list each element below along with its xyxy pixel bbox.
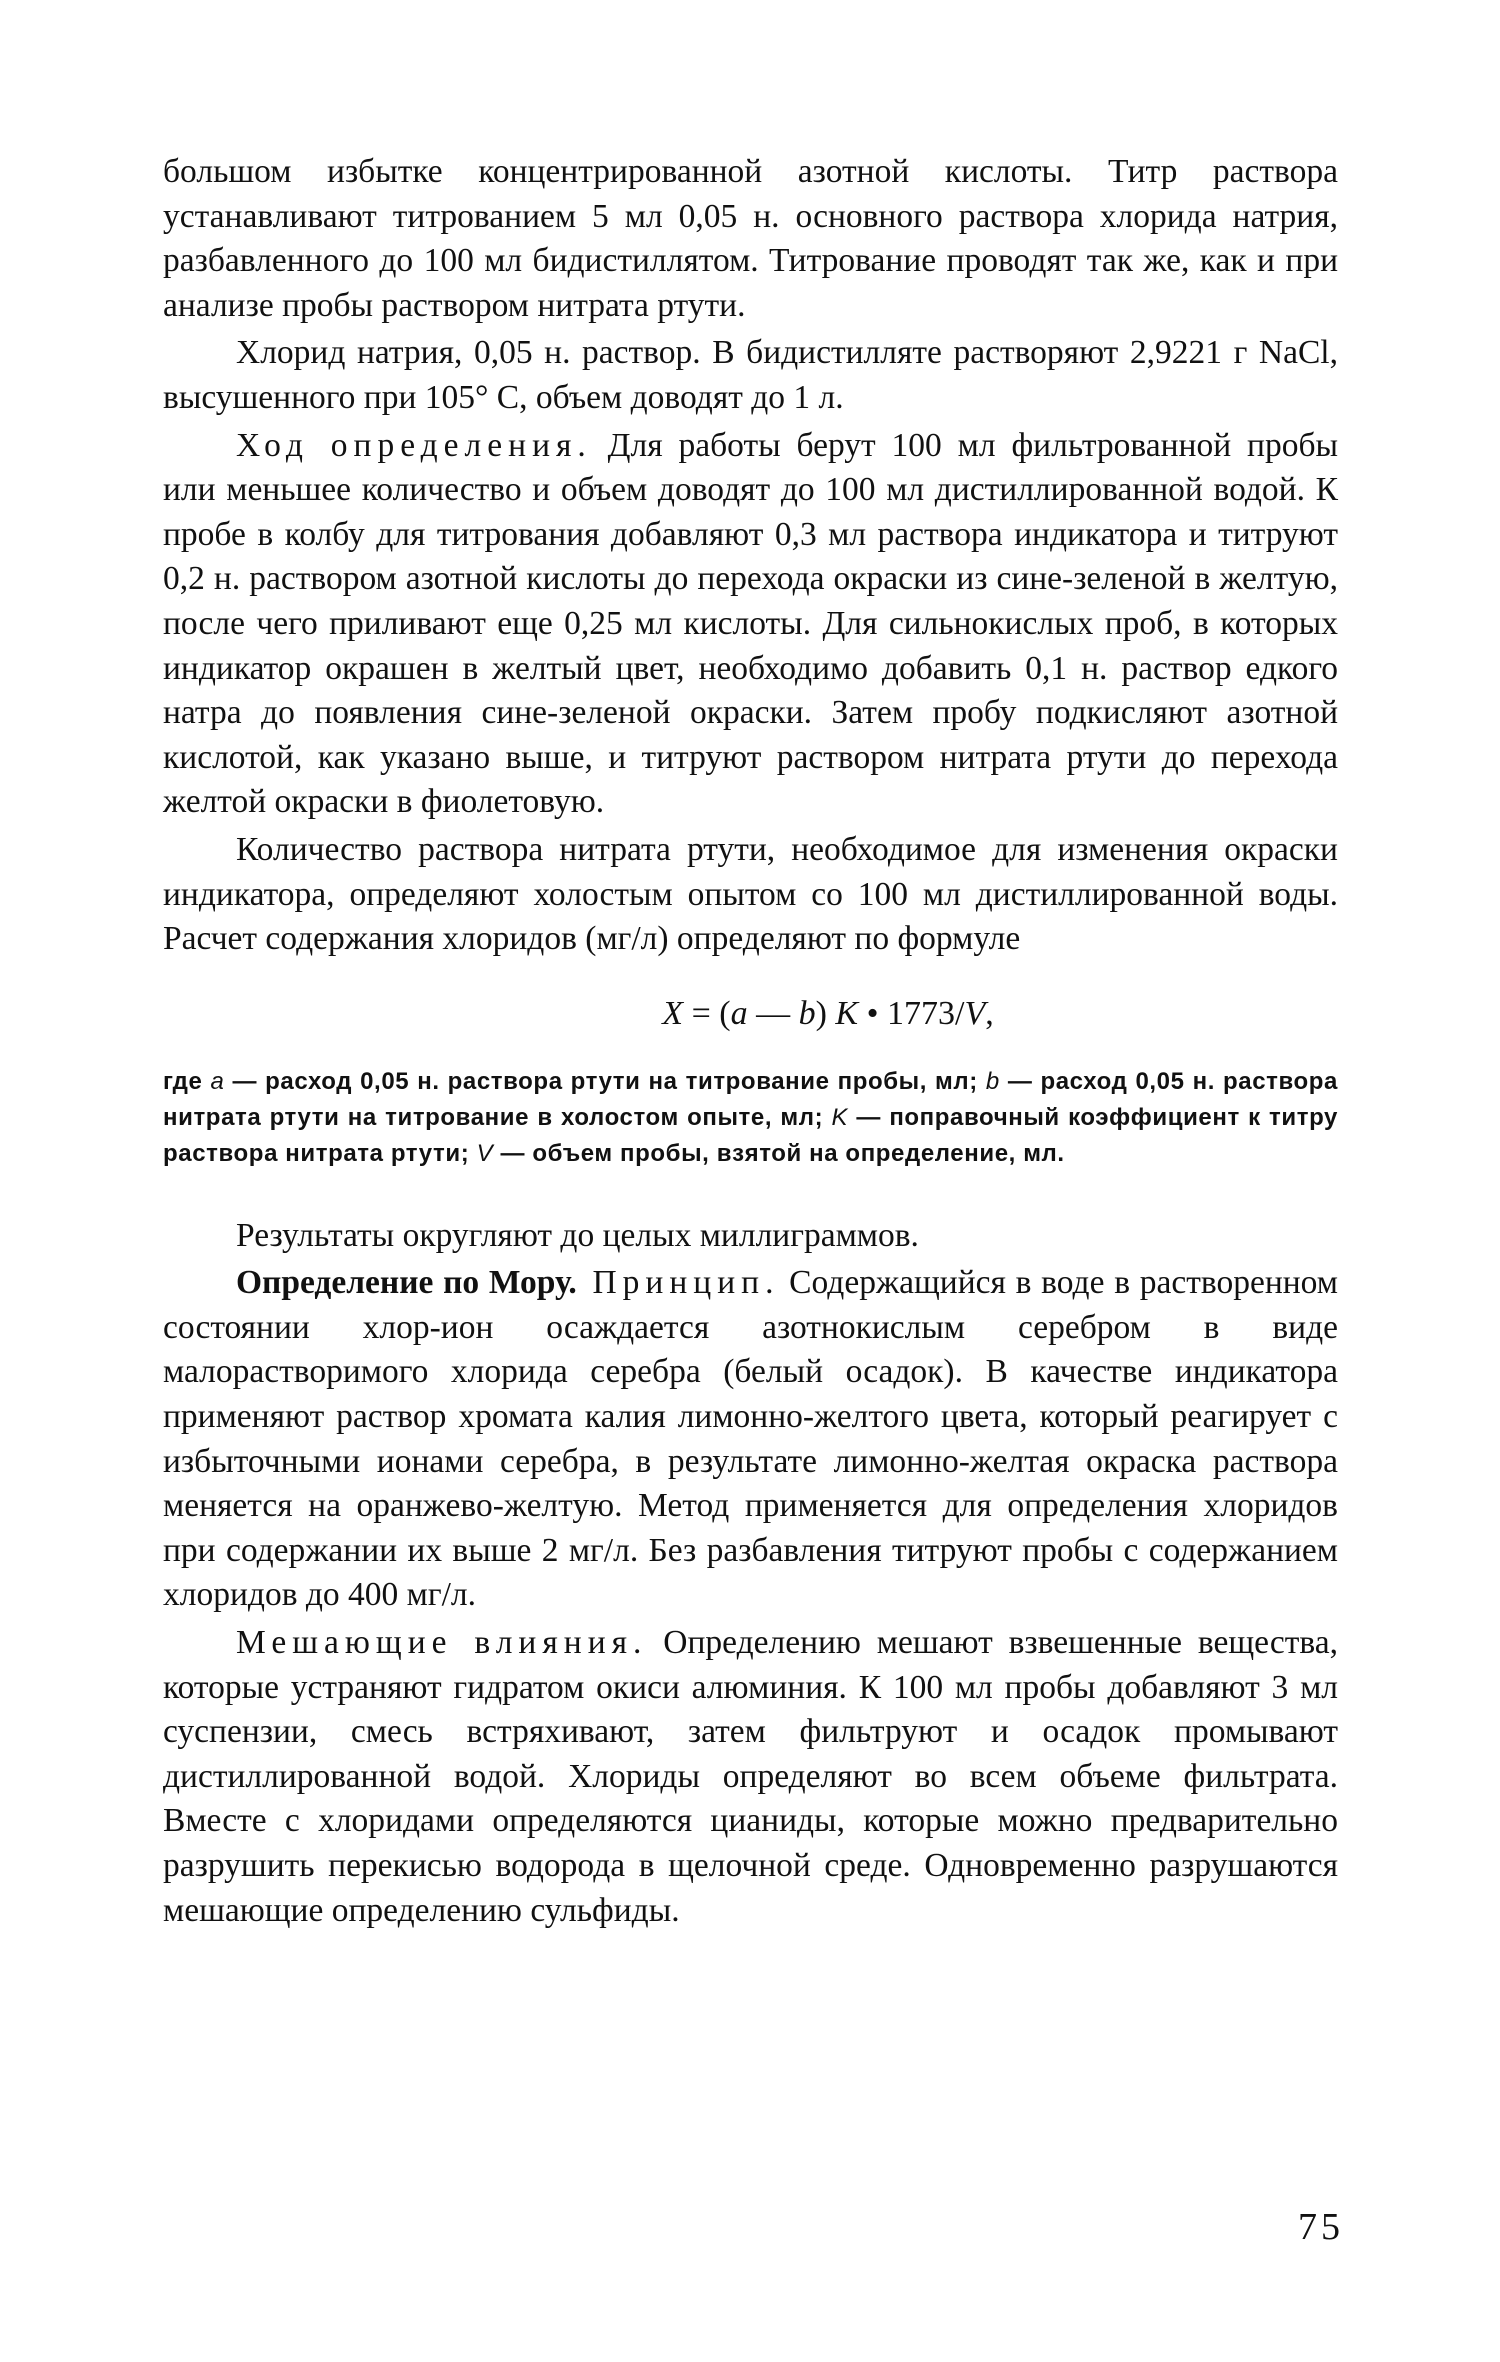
legend-text-1: где	[163, 1067, 211, 1095]
paragraph-sodium-chloride: Хлорид натрия, 0,05 н. раствор. В бидистилляте растворяют 2,9221 г NaCl, высушенного при 105° С, объем доводят до 1 л.	[163, 334, 1338, 416]
paragraph-interference	[163, 1621, 1338, 1933]
formula-legend	[163, 1064, 1338, 1172]
formula-b: b	[798, 994, 816, 1032]
paragraph-mohr	[163, 1261, 1338, 1618]
page-body	[163, 150, 1338, 1933]
legend-var-b: b	[985, 1067, 1000, 1095]
legend-text-4: — поправочный коэффициент к титру раствора нитрата ртути;	[163, 1103, 1338, 1167]
formula-k: K	[835, 994, 859, 1032]
procedure-heading: Ход определения.	[236, 426, 592, 464]
page-number: 75	[1298, 2206, 1344, 2248]
interference-heading: Мешающие влияния.	[236, 1624, 648, 1662]
legend-var-a: a	[210, 1067, 225, 1095]
interference-text: Определению мешают взвешенные вещества, которые устраняют гидратом окиси алюминия. К 100 мл пробы добавляют 3 мл суспензии, смесь встряхивают, затем фильтруют и осадок промывают дистиллированной водой. Хлориды определяют во всем объеме фильтрата. Вместе с хлоридами определяются цианиды, которые можно предварительно разрушить перекисью водорода в щелочной среде. Одновременно разрушаются мешающие определению сульфиды.	[163, 1624, 1338, 1929]
formula-x: X	[662, 994, 684, 1032]
paragraph-blank-calc: Количество раствора нитрата ртути, необходимое для изменения окраски индикатора, определяют холостым опытом со 100 мл дистиллированной воды. Расчет содержания хлоридов (мг/л) определяют по формуле	[163, 830, 1338, 958]
legend-text-5: — объем пробы, взятой на определение, мл.	[493, 1139, 1065, 1167]
formula-rest: • 1773/	[858, 994, 965, 1032]
legend-var-v: V	[476, 1139, 494, 1167]
paragraph-procedure	[163, 424, 1338, 825]
legend-var-k: K	[831, 1103, 849, 1131]
legend-text-2: — расход 0,05 н. раствора ртути на титрование пробы, мл;	[224, 1067, 986, 1095]
mohr-text: Содержащийся в воде в растворенном состоянии хлор-ион осаждается азотнокислым серебром в виде малорастворимого хлорида серебра (белый осадок). В качестве индикатора применяют раствор хромата калия лимонно-желтого цвета, который реагирует с избыточными ионами серебра, в результате лимонно-желтая окраска раствора меняется на оранжево-желтую. Метод применяется для определения хлоридов при содержании их выше 2 мг/л. Без разбавления титруют пробы с содержанием хлоридов до 400 мг/л.	[163, 1264, 1338, 1614]
formula-end: ,	[985, 994, 994, 1032]
formula-close: )	[815, 994, 836, 1032]
formula-minus: —	[747, 994, 799, 1032]
mohr-heading: Определение по Мору.	[236, 1264, 577, 1302]
paragraph-titration-setup: большом избытке концентрированной азотной кислоты. Титр раствора устанавливают титрованием 5 мл 0,05 н. основного раствора хлорида натрия, разбавленного до 100 мл бидистиллятом. Титрование проводят так же, как и при анализе пробы раствором нитрата ртути.	[163, 153, 1338, 324]
formula-a: a	[730, 994, 748, 1032]
paragraph-rounding: Результаты округляют до целых миллиграммов.	[236, 1216, 919, 1254]
legend-text-3: — расход 0,05 н. раствора нитрата ртути на титрование в холостом опыте, мл;	[163, 1067, 1339, 1131]
chloride-formula	[163, 992, 1338, 1036]
formula-eq: = (	[683, 994, 731, 1032]
mohr-principle: Принцип.	[576, 1264, 780, 1302]
procedure-text: Для работы берут 100 мл фильтрованной пробы или меньшее количество и объем доводят до 100 мл дистиллированной водой. К пробе в колбу для титрования добавляют 0,3 мл раствора индикатора и титруют 0,2 н. раствором азотной кислоты до перехода окраски из сине-зеленой в желтую, после чего приливают еще 0,25 мл кислоты. Для сильнокислых проб, в которых индикатор окрашен в желтый цвет, необходимо добавить 0,1 н. раствор едкого натра до появления сине-зеленой окраски. Затем пробу подкисляют азотной кислотой, как указано выше, и титруют раствором нитрата ртути до перехода желтой окраски в фиолетовую.	[163, 426, 1338, 821]
formula-v: V	[964, 994, 986, 1032]
